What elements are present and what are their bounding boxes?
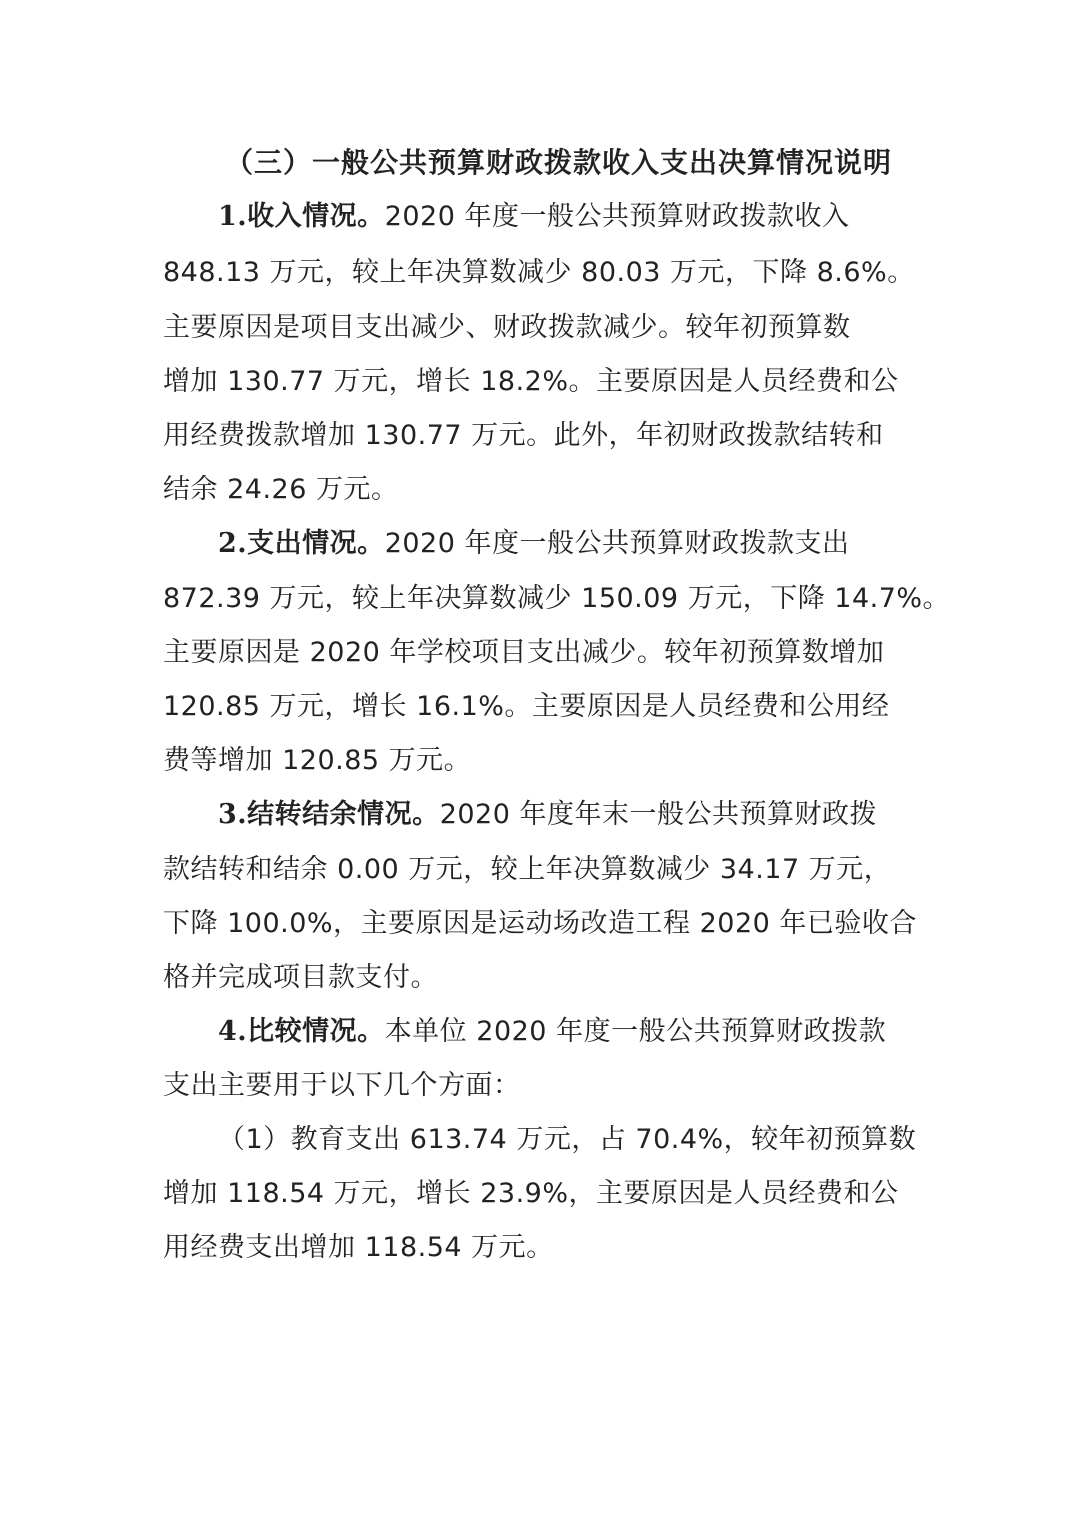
paragraph-carryover-line-3: 下降 100.0%，主要原因是运动场改造工程 2020 年已验收合 (163, 908, 917, 939)
paragraph-income-line-3: 主要原因是项目支出减少、财政拨款减少。较年初预算数 (163, 312, 851, 343)
paragraph-text: 2020 年度一般公共预算财政拨款收入 (384, 201, 850, 232)
paragraph-item-1-line-1: （1）教育支出 613.74 万元，占 70.4%，较年初预算数 (218, 1124, 917, 1155)
paragraph-income-line-4: 增加 130.77 万元，增长 18.2%。主要原因是人员经费和公 (163, 366, 899, 397)
paragraph-income-line-5: 用经费拨款增加 130.77 万元。此外，年初财政拨款结转和 (163, 420, 884, 451)
paragraph-income-line-6: 结余 24.26 万元。 (163, 474, 399, 505)
paragraph-income-line-1 (218, 197, 849, 237)
paragraph-expenditure-line-1 (218, 524, 849, 564)
paragraph-text: 本单位 2020 年度一般公共预算财政拨款 (384, 1016, 887, 1047)
heading-comparison: 4.比较情况。 (218, 1016, 385, 1047)
paragraph-expenditure-line-3: 主要原因是 2020 年学校项目支出减少。较年初预算数增加 (163, 637, 885, 668)
paragraph-income-line-2: 848.13 万元，较上年决算数减少 80.03 万元，下降 8.6%。 (163, 257, 915, 288)
section-title: （三）一般公共预算财政拨款收入支出决算情况说明 (225, 146, 893, 179)
paragraph-comparison-line-1 (218, 1012, 886, 1052)
paragraph-expenditure-line-4: 120.85 万元，增长 16.1%。主要原因是人员经费和公用经 (163, 691, 890, 722)
paragraph-item-1-line-2: 增加 118.54 万元，增长 23.9%，主要原因是人员经费和公 (163, 1178, 899, 1209)
paragraph-carryover-line-2: 款结转和结余 0.00 万元，较上年决算数减少 34.17 万元， (163, 854, 892, 885)
paragraph-expenditure-line-2: 872.39 万元，较上年决算数减少 150.09 万元，下降 14.7%。 (163, 583, 951, 614)
paragraph-carryover-line-1 (218, 795, 877, 835)
paragraph-carryover-line-4: 格并完成项目款支付。 (163, 962, 438, 993)
paragraph-text: 2020 年度一般公共预算财政拨款支出 (384, 528, 850, 559)
heading-carryover: 3.结转结余情况。 (218, 799, 440, 830)
paragraph-expenditure-line-5: 费等增加 120.85 万元。 (163, 745, 472, 776)
heading-expenditure: 2.支出情况。 (218, 528, 385, 559)
paragraph-item-1-line-3: 用经费支出增加 118.54 万元。 (163, 1232, 554, 1263)
paragraph-text: 2020 年度年末一般公共预算财政拨 (439, 799, 877, 830)
paragraph-comparison-line-2: 支出主要用于以下几个方面： (163, 1070, 521, 1101)
heading-income: 1.收入情况。 (218, 201, 385, 232)
